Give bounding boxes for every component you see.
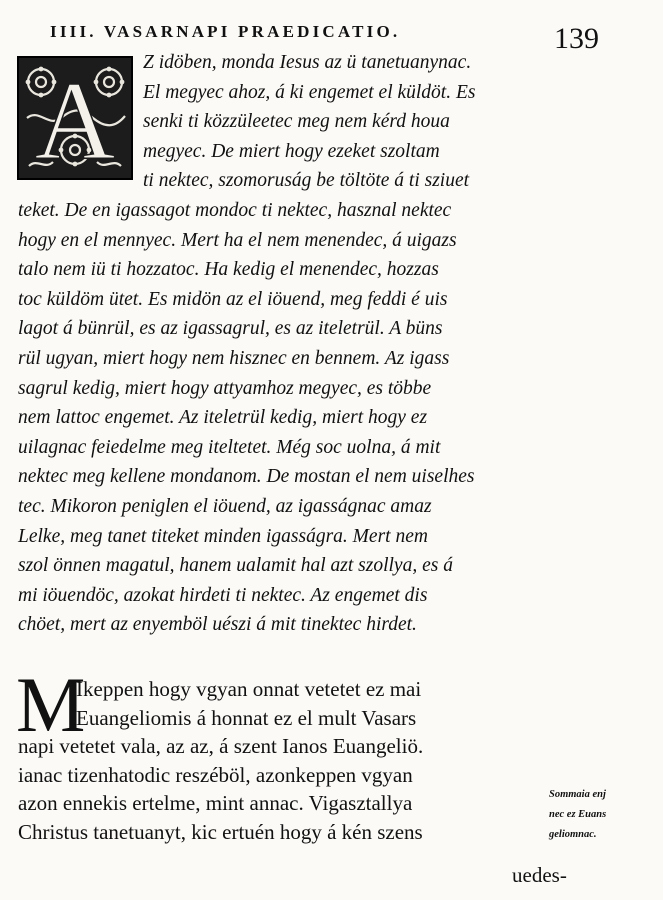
- text-line: azon ennekis ertelme, mint annac. Vigasztallya: [18, 791, 413, 816]
- marginal-line: geliomnac.: [549, 829, 597, 840]
- running-head: IIII. VASARNAPI PRAEDICATIO.: [50, 22, 401, 41]
- text-line: uilagnac feiedelme meg iteltetet. Még soc uolna, á mit: [18, 436, 441, 458]
- text-line: ianac tizenhatodic reszéböl, azonkeppen vgyan: [18, 762, 413, 787]
- text-line: chöet, mert az enyemböl uészi á mit tinektec hirdet.: [18, 614, 417, 636]
- paragraph-2: [18, 675, 423, 847]
- text-line: Z idöben, monda Iesus az ü tanetuanynac.: [143, 52, 472, 73]
- marginal-line: nec ez Euans: [549, 809, 607, 820]
- text-line: talo nem iü ti hozzatoc. Ha kedig el menendec, hozzas: [18, 259, 439, 281]
- text-line: napi vetetet vala, az az, á szent Ianos Euangeliö.: [18, 734, 424, 759]
- text-line: teket. De en igassagot mondoc ti nektec, hasznal nektec: [18, 200, 452, 221]
- text-line: Euangeliomis á honnat ez el mult Vasars: [76, 705, 417, 730]
- text-line: sagrul kedig, miert hogy attyamhoz megyec, es többe: [18, 377, 432, 399]
- ornament-icon: [19, 58, 131, 178]
- text-line: lagot á bünrül, es az igassagrul, es az iteletrül. A büns: [18, 318, 443, 340]
- text-line: Lelke, meg tanet titeket minden igasságra. Mert nem: [18, 525, 428, 547]
- marginal-note: [549, 785, 606, 845]
- paragraph-1-opening: [143, 48, 475, 196]
- text-line: hogy en el mennyec. Mert ha el nem menendec, á uigazs: [18, 229, 457, 251]
- text-line: rül ugyan, miert hogy nem hisznec en bennem. Az igass: [18, 347, 450, 369]
- decorated-initial-a: [17, 56, 133, 180]
- text-line: mi iöuendöc, azokat hirdeti ti nektec. Az engemet dis: [18, 584, 428, 606]
- text-line: El megyec ahoz, á ki engemet el küldöt. Es: [143, 81, 476, 103]
- text-line: szol önnen magatul, hanem ualamit hal azt szollya, es á: [18, 555, 453, 577]
- text-line: toc küldöm ütet. Es midön az el iöuend, meg feddi é uis: [18, 288, 448, 310]
- marginal-line: Sommaia enj: [549, 789, 606, 800]
- text-line: nem lattoc engemet. Az iteletrül kedig, miert hogy ez: [18, 407, 428, 429]
- paragraph-2-initial: M: [16, 661, 86, 748]
- text-line: ti nektec, szomoruság be töltöte á ti sziuet: [143, 170, 470, 192]
- catchword: uedes-: [512, 863, 567, 887]
- text-line: megyec. De miert hogy ezeket szoltam: [143, 140, 440, 162]
- text-line: Christus tanetuanyt, kic ertuén hogy á kén szens: [18, 819, 423, 844]
- text-line: Ikeppen hogy vgyan onnat vetetet ez mai: [76, 677, 422, 701]
- text-line: nektec meg kellene mondanom. De mostan el nem uiselhes: [18, 466, 475, 488]
- paragraph-1-body: [18, 196, 474, 640]
- text-line: senki ti közzüleetec meg nem kérd houa: [143, 111, 450, 133]
- initial-letter: A: [34, 59, 116, 178]
- text-line: tec. Mikoron peniglen el iöuend, az igasságnac amaz: [18, 495, 432, 517]
- page-number: 139: [554, 22, 599, 55]
